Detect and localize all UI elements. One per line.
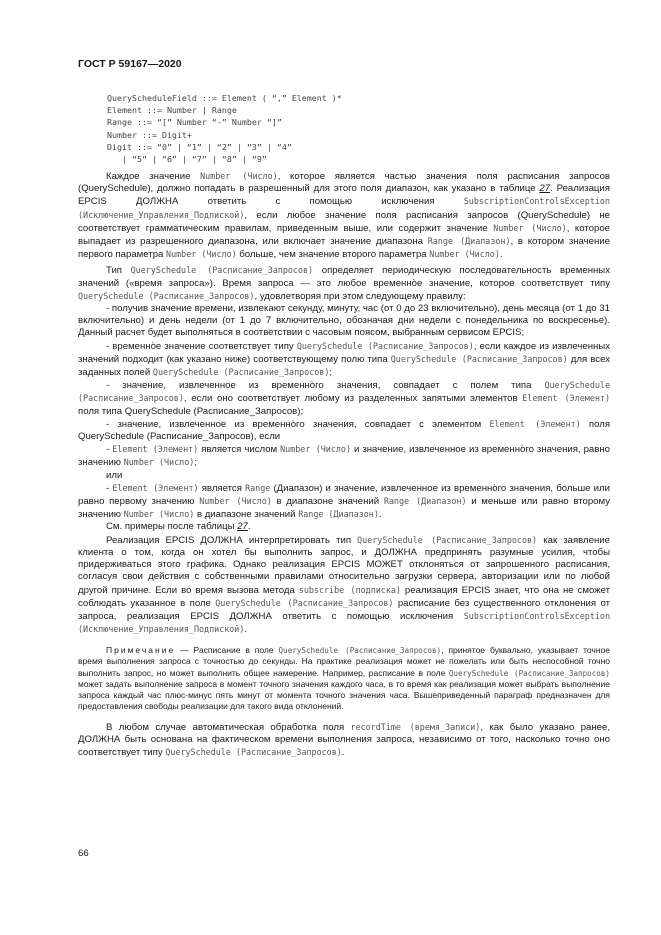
text-run: , в котором значение первого параметра	[78, 236, 610, 261]
code-term: Number (Число)	[123, 509, 195, 520]
list-item-extract-time: - получив значение времени, извлекают секунду, минуту, час (от 0 до 23 включительно), день месяца (от 1 до 31 включительно) и день недели (от 1 до 7 включительно, обозначая дни недели с понедельника по воскресенье). Данный расчет будет выполняться в соответствии с часовым поясом, выбранным сервисом EPCIS;	[78, 303, 610, 339]
code-term: QuerySchedule (Расписание_Запросов)	[296, 340, 474, 351]
paragraph-epcis-interpretation	[78, 534, 610, 637]
code-term: QuerySchedule (Расписание_Запросов)	[165, 747, 342, 758]
code-term: Number (Число)	[123, 457, 195, 468]
table-reference-link[interactable]: 27	[237, 521, 248, 533]
text-run: в диапазоне значений	[194, 509, 299, 521]
page-number: 66	[78, 848, 89, 859]
text-run: — Расписание в поле	[175, 645, 279, 656]
text-run: Тип	[106, 265, 131, 277]
text-run: как заявление клиента о том, когда он хотел бы выполнить запрос, и ДОЛЖНА предпринять разумные усилия, чтобы придерживаться этого графика. Однако реализация EPCIS МОЖЕТ отклоняться от запрошенного расписания, согласуя свои действия с собственными правилами относительно загрузки сервера, авторизации или по любой другой причине. Если во время вызова метода	[78, 534, 610, 596]
text-run: - значение, извлеченное из временно̀го значения, совпадает с элементом	[106, 418, 490, 430]
code-term: Range (Диапазон)	[427, 236, 511, 247]
note-label: Примечание	[106, 645, 176, 656]
text-run: Реализация EPCIS ДОЛЖНА интерпретировать тип	[106, 534, 358, 546]
text-run: ;	[329, 367, 333, 379]
code-term: Range (Диапазон)	[298, 509, 379, 520]
text-run: поля QuerySchedule (Расписание_Запросов), если	[78, 418, 611, 443]
code-term: SubscriptionControlsException (Исключение_Управления_Подпиской)	[78, 610, 610, 635]
text-run: .	[341, 747, 345, 759]
text-run: и меньше или равно второму значению	[78, 496, 611, 521]
list-item-element-range	[78, 482, 610, 522]
text-run: для всех заданных полей	[78, 353, 610, 379]
list-item-element-matches	[78, 418, 610, 443]
code-term: subscribe (подписка)	[298, 584, 401, 595]
text-run: - значение, извлеченное из временно̀го значения, совпадает с полем типа	[106, 380, 545, 392]
text-run: -	[106, 444, 113, 456]
text-run: определяет периодическую последовательность временных значений («время запроса»). Время запроса — это любое временно̀е значение, которое соответствует типу	[78, 265, 610, 289]
code-term: Number (Число)	[493, 222, 567, 233]
list-item-field-matches	[78, 379, 610, 418]
code-term: Number (Число)	[166, 249, 237, 260]
code-term: recordTime (время_Записи)	[350, 721, 481, 732]
code-term: QuerySchedule (Расписание_Запросов)	[357, 534, 538, 545]
grammar-line: Element ::= Number | Range	[107, 105, 237, 116]
code-term: QuerySchedule (Расписание_Запросов)	[215, 597, 394, 608]
text-run: , которое выпадает из разрешенного диапазона, или включает значение диапазона	[78, 222, 610, 248]
text-run: См. примеры после таблицы	[106, 521, 238, 533]
text-run: .	[247, 521, 251, 533]
code-term: QuerySchedule (Расписание_Запросов)	[78, 380, 610, 404]
grammar-line: QueryScheduleField ::= Element ( “,” Element )*	[107, 93, 342, 103]
text-run: .	[244, 624, 248, 636]
grammar-line: Digit ::= “0” | “1” | “2” | “3” | “4”	[107, 141, 292, 152]
code-term: QuerySchedule (Расписание_Запросов)	[448, 668, 611, 678]
text-run: в диапазоне значений	[271, 496, 384, 508]
code-term: Element (Элемент)	[112, 444, 199, 455]
code-term: QuerySchedule (Расписание_Запросов)	[390, 353, 568, 364]
text-run: реализация EPCIS знает, что она не сможет соблюдать указанное в поле	[78, 584, 611, 609]
code-term: Element (Элемент)	[522, 393, 610, 404]
code-term: Range	[245, 482, 271, 493]
code-term: QuerySchedule (Расписание_Запросов)	[130, 265, 314, 276]
text-run: , если любое значение поля расписания запросов (QuerySchedule) не соответствует грамматическим правилам, приведенным выше, или содержит значение	[78, 209, 610, 234]
text-run: , как было указано ранее, ДОЛЖНА быть основана на фактическом времени выполнения запроса, независимо от того, насколько точно оно соответствует типу	[78, 721, 611, 759]
document-body	[78, 170, 610, 759]
text-run: , если каждое из извлеченных значений подходит (как указано ниже) соответствующему полю типа	[78, 340, 610, 365]
text-run: и значение, извлеченное из временно̀го значения, равно значению	[78, 444, 610, 469]
grammar-line: Number ::= Digit+	[107, 129, 192, 140]
text-run: может задать выполнение запроса в момент точного значения каждого часа, в то время как реализация может выбрать выполнение запроса каждый час плюс-минус пять минут от момента точного значения часа. Вышеприведенный параграф предназначен для предоставления свободы реализации для такого вида отклонений.	[78, 678, 610, 711]
code-term: Number (Число)	[429, 249, 500, 260]
code-term: Element (Элемент)	[112, 482, 199, 493]
grammar-line: Range ::= “[” Number “-” Number “]”	[107, 117, 282, 128]
code-term: Number (Число)	[200, 171, 278, 181]
code-term: Element (Элемент)	[489, 418, 581, 429]
text-run: Каждое значение	[106, 171, 201, 182]
code-term: QuerySchedule (Расписание_Запросов)	[78, 290, 255, 301]
text-run: , удовлетворяя при этом следующему правилу:	[254, 290, 466, 302]
code-term: Range (Диапазон)	[383, 496, 467, 507]
text-run: ;	[194, 457, 197, 469]
table-reference-link[interactable]: 27	[539, 183, 551, 195]
paragraph-see-examples	[78, 521, 610, 533]
code-term: SubscriptionControlsException (Исключение_Управления_Подпиской)	[78, 196, 610, 220]
list-item-time-matches	[78, 340, 610, 380]
paragraph-record-time	[78, 721, 610, 760]
text-run: .	[378, 509, 382, 521]
text-run: - временно̀е значение соответствует типу	[106, 340, 297, 352]
text-run: . Реализация EPCIS ДОЛЖНА ответить с помощью исключения	[78, 183, 610, 208]
note-block	[78, 645, 610, 712]
text-run: является числом	[198, 444, 281, 456]
text-run: В любом случае автоматическая обработка поля	[106, 721, 351, 733]
text-run: .	[499, 249, 503, 261]
code-term: QuerySchedule (Расписание_Запросов)	[278, 646, 442, 656]
grammar-line: | “5” | “6” | “7” | “8” | “9”	[107, 154, 267, 165]
list-item-element-number	[78, 443, 610, 469]
code-term: Number (Число)	[280, 444, 352, 455]
text-run: (Диапазон) и значение, извлеченное из временно̀го значения, больше или равно первому значению	[78, 482, 610, 508]
text-run: является	[198, 482, 246, 494]
paragraph-query-schedule-type	[78, 264, 610, 303]
text-run: , принятое буквально, указывает точное время выполнения запроса с точностью до секунды. На практике реализация может не пожелать или быть неспособной точно выполнить запрос, но может выполнить общее намерение. Например, расписание в поле	[78, 645, 610, 678]
page-header-doc-id: ГОСТ Р 59167—2020	[78, 58, 182, 70]
paragraph-number-range	[78, 170, 610, 261]
text-run: расписание без существенного отклонения от запроса, реализация EPCIS ДОЛЖНА ответить с помощью исключения	[78, 597, 611, 622]
text-run: , если оно соответствует любому из разделенных запятыми элементов	[183, 393, 523, 405]
list-connector-or: или	[106, 469, 123, 481]
grammar-block	[107, 92, 342, 165]
text-run: -	[106, 482, 113, 494]
text-run: больше, чем значение второго параметра	[236, 249, 430, 261]
code-term: Number (Число)	[199, 496, 272, 507]
code-term: QuerySchedule (Расписание_Запросов)	[152, 367, 330, 378]
text-run: поля типа QuerySchedule (Расписание_Запросов);	[78, 405, 304, 417]
text-run: , которое является частью значения поля расписания запросов (QuerySchedule), должно попадать в разрешенный для этого поля диапазон, как указано в таблице	[78, 171, 611, 195]
